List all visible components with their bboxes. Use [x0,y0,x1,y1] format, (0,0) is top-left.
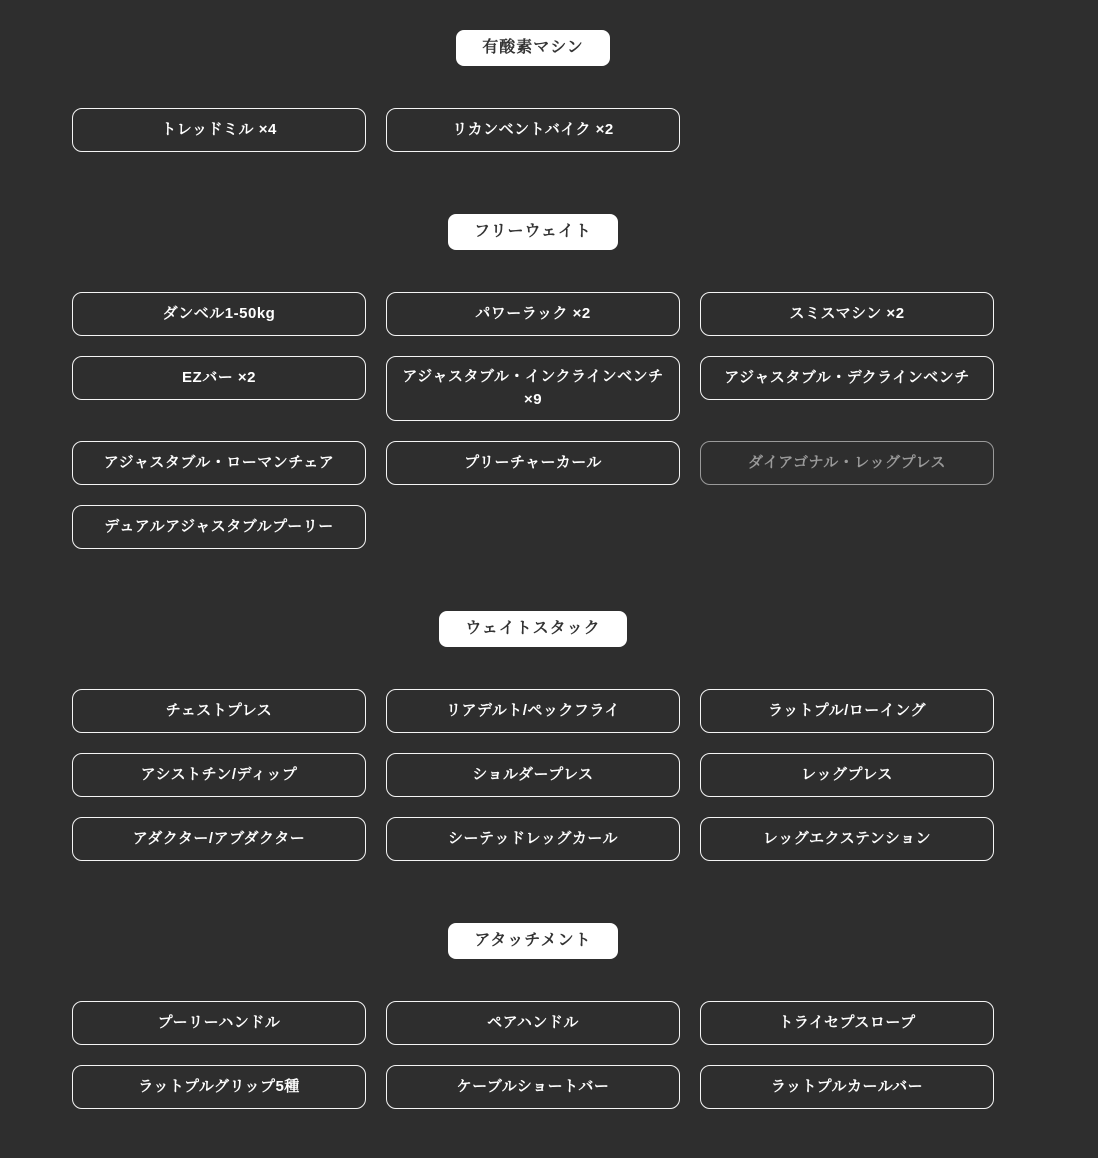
equipment-chip-label: レッグプレス [801,765,893,783]
equipment-chip[interactable] [72,1065,366,1109]
equipment-chip[interactable] [386,108,680,152]
equipment-chip[interactable] [72,441,366,485]
equipment-chip[interactable] [700,1001,994,1045]
equipment-section [72,923,994,1109]
equipment-chip-label: チェストプレス [165,701,273,719]
equipment-chip-label: アダクター/アブダクター [132,829,306,847]
equipment-chip[interactable] [72,753,366,797]
equipment-chip[interactable] [386,1001,680,1045]
equipment-chip-label: ラットプルカールバー [770,1077,924,1095]
equipment-chip[interactable] [700,292,994,336]
equipment-chip[interactable] [700,817,994,861]
equipment-chip-label: ダンベル1-50kg [162,305,276,323]
equipment-chip-label: ラットプル/ローイング [767,701,927,719]
equipment-chip-label: アジャスタブル・インクラインベンチ ×9 [402,368,664,409]
equipment-chip[interactable] [72,505,366,549]
equipment-section [72,214,994,549]
equipment-chip-label: リカンベントバイク ×2 [452,121,614,139]
equipment-chip-label: プリーチャーカール [464,453,602,471]
equipment-chip[interactable] [72,356,366,400]
equipment-chip-label: パワーラック ×2 [475,305,591,323]
equipment-chip-label: アシストチン/ディップ [140,765,298,783]
equipment-chip[interactable] [386,356,680,421]
equipment-chip-label: トレッドミル ×4 [161,121,277,139]
equipment-chip[interactable] [700,753,994,797]
equipment-grid [72,292,994,549]
section-header [72,923,994,959]
equipment-chip-label: ダイアゴナル・レッグプレス [747,453,947,471]
equipment-chip-label: レッグエクステンション [762,829,932,847]
equipment-chip-label: アジャスタブル・デクラインベンチ [724,369,970,387]
section-header [72,30,994,66]
equipment-chip[interactable] [386,441,680,485]
equipment-grid [72,108,994,152]
equipment-chip[interactable] [386,753,680,797]
equipment-chip-label: シーテッドレッグカール [447,829,619,847]
equipment-chip[interactable] [700,441,994,485]
equipment-section [72,611,994,861]
equipment-chip-label: リアデルト/ペックフライ [446,701,620,719]
equipment-chip[interactable] [386,292,680,336]
equipment-chip[interactable] [700,689,994,733]
equipment-chip-label: スミスマシン ×2 [789,305,905,323]
equipment-chip-label: プーリーハンドル [157,1013,281,1031]
section-header [72,611,994,647]
equipment-chip[interactable] [72,817,366,861]
equipment-chip[interactable] [700,1065,994,1109]
equipment-grid [72,1001,994,1109]
equipment-chip[interactable] [386,1065,680,1109]
equipment-chip[interactable] [700,356,994,400]
section-title-badge: フリーウェイト [448,214,618,250]
equipment-chip[interactable] [386,817,680,861]
equipment-chip[interactable] [72,292,366,336]
section-title-badge: アタッチメント [448,923,617,959]
equipment-chip-label: ケーブルショートバー [456,1077,610,1095]
equipment-chip-label: トライセプスロープ [778,1013,916,1031]
section-header [72,214,994,250]
equipment-chip-label: ショルダープレス [472,765,594,783]
section-title-badge: 有酸素マシン [456,30,610,66]
equipment-section [72,30,994,152]
section-title-badge: ウェイトスタック [439,611,626,647]
equipment-grid [72,689,994,861]
equipment-chip-label: ペアハンドル [487,1013,579,1031]
equipment-chip[interactable] [72,1001,366,1045]
equipment-chip[interactable] [72,689,366,733]
equipment-chip[interactable] [72,108,366,152]
equipment-chip-label: アジャスタブル・ローマンチェア [103,453,335,471]
equipment-chip[interactable] [386,689,680,733]
equipment-chip-label: ラットプルグリップ5種 [138,1077,300,1095]
equipment-chip-label: デュアルアジャスタブルプーリー [104,517,334,535]
equipment-chip-label: EZバー ×2 [182,369,256,387]
